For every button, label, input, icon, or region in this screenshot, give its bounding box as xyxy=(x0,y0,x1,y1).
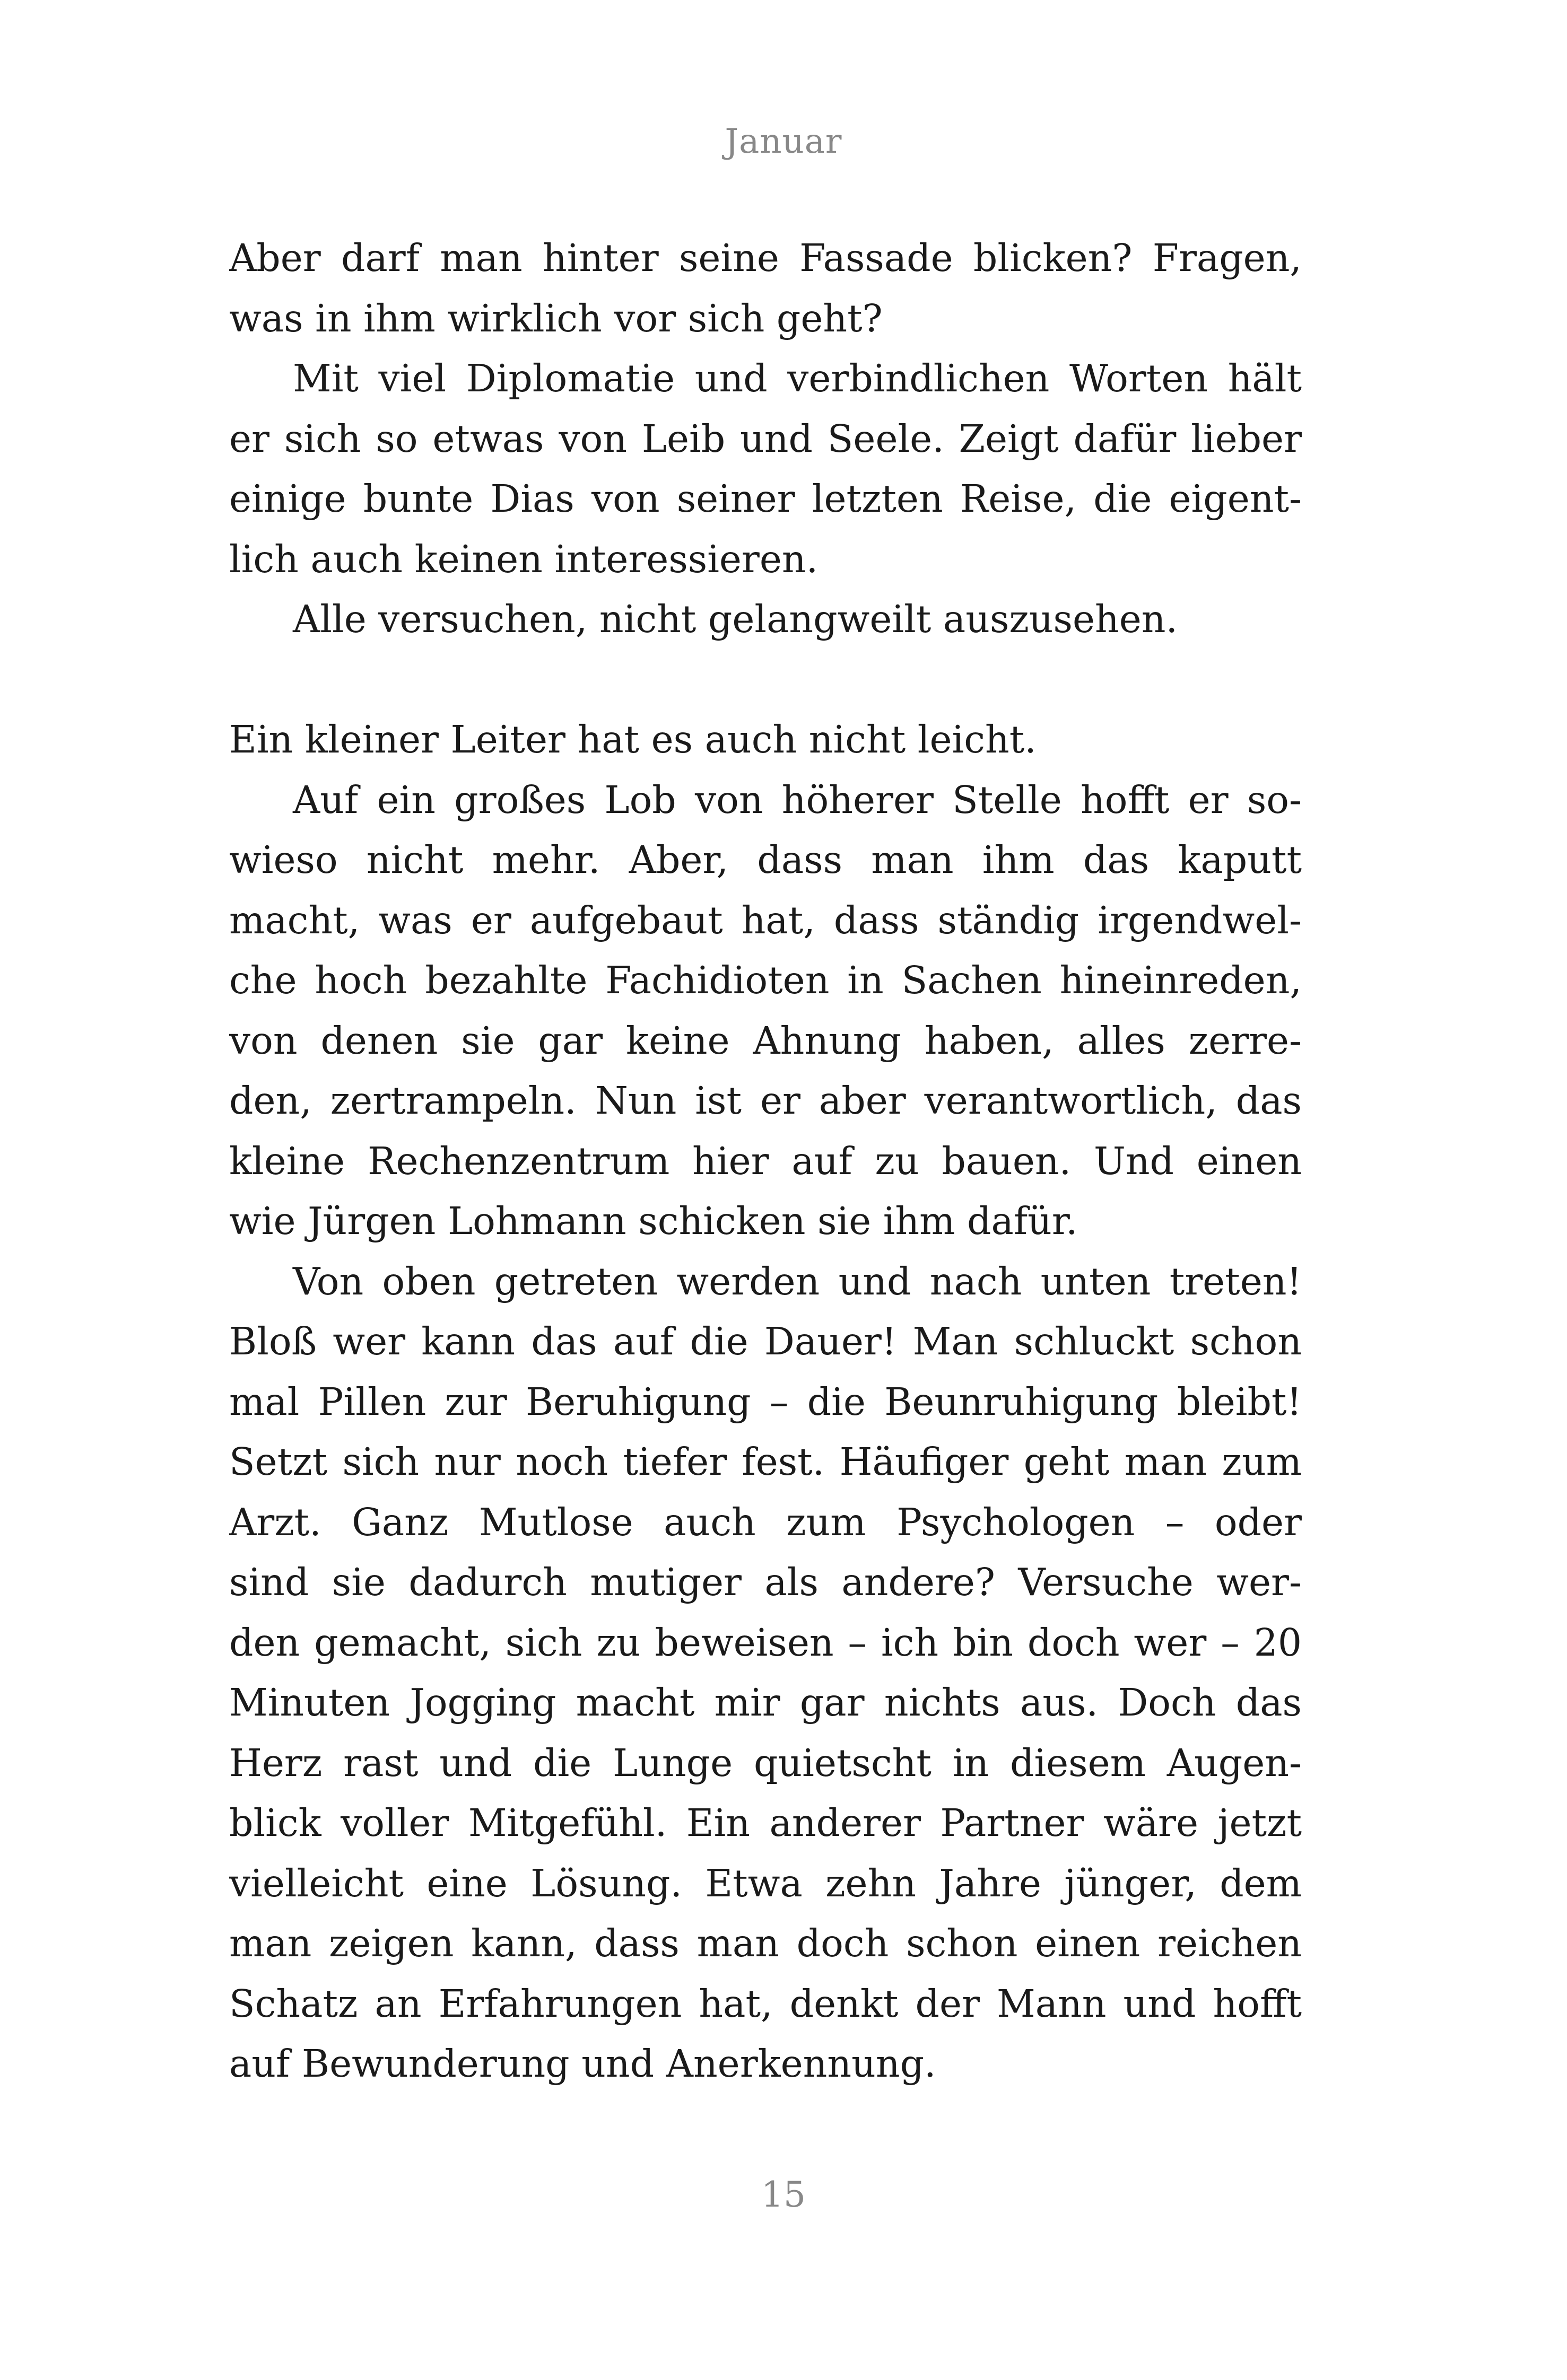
text-line: kleine Rechenzentrum hier auf zu bauen. Und einen xyxy=(229,1139,1302,1183)
text-line: Aber darf man hinter seine Fassade blicken? Fragen, xyxy=(229,236,1302,280)
text-line: Schatz an Erfahrungen hat, denkt der Mann und hofft xyxy=(229,1981,1302,2026)
text-line: Bloß wer kann das auf die Dauer! Man schluckt schon xyxy=(229,1319,1302,1363)
text-line: che hoch bezahlte Fachidioten in Sachen hineinreden, xyxy=(229,958,1302,1002)
text-line: Von oben getreten werden und nach unten treten! xyxy=(293,1259,1302,1303)
text-line: Minuten Jogging macht mir gar nichts aus. Doch das xyxy=(229,1681,1302,1725)
text-line: blick voller Mitgefühl. Ein anderer Partner wäre jetzt xyxy=(229,1801,1302,1845)
text-line: auf Bewunderung und Anerkennung. xyxy=(229,2042,936,2086)
text-line: den, zertrampeln. Nun ist er aber verantwortlich, das xyxy=(229,1079,1302,1123)
text-line: Mit viel Diplomatie und verbindlichen Worten hält xyxy=(293,356,1302,400)
text-line: von denen sie gar keine Ahnung haben, alles zerre- xyxy=(229,1018,1302,1063)
body-text xyxy=(229,228,1302,2094)
blank-line xyxy=(229,650,1302,710)
text-line: Auf ein großes Lob von höherer Stelle hofft er so- xyxy=(293,777,1302,822)
text-line: was in ihm wirklich vor sich geht? xyxy=(229,296,883,340)
text-line: lich auch keinen interessieren. xyxy=(229,537,819,581)
text-line: vielleicht eine Lösung. Etwa zehn Jahre jünger, dem xyxy=(229,1861,1302,1905)
text-line: Setzt sich nur noch tiefer fest. Häufiger geht man zum xyxy=(229,1440,1302,1484)
text-line: Ein kleiner Leiter hat es auch nicht leicht. xyxy=(229,718,1037,762)
page-number: 15 xyxy=(761,2174,806,2215)
text-line: den gemacht, sich zu beweisen – ich bin doch wer – 20 xyxy=(229,1620,1302,1665)
text-line: mal Pillen zur Beruhigung – die Beunruhigung bleibt! xyxy=(229,1379,1302,1424)
text-line: man zeigen kann, dass man doch schon einen reichen xyxy=(229,1921,1302,1965)
text-line: Arzt. Ganz Mutlose auch zum Psychologen – oder xyxy=(229,1500,1302,1544)
text-line: wieso nicht mehr. Aber, dass man ihm das kaputt xyxy=(229,838,1302,882)
text-line: Alle versuchen, nicht gelangweilt auszusehen. xyxy=(293,597,1178,641)
text-line: wie Jürgen Lohmann schicken sie ihm dafür. xyxy=(229,1199,1078,1243)
text-line: einige bunte Dias von seiner letzten Reise, die eigent- xyxy=(229,477,1302,521)
text-line: sind sie dadurch mutiger als andere? Versuche wer- xyxy=(229,1560,1302,1604)
text-line: Herz rast und die Lunge quietscht in diesem Augen- xyxy=(229,1740,1302,1785)
text-line: macht, was er aufgebaut hat, dass ständig irgendwel- xyxy=(229,898,1302,942)
text-line: er sich so etwas von Leib und Seele. Zeigt dafür lieber xyxy=(229,416,1302,461)
running-head: Januar xyxy=(725,122,842,161)
